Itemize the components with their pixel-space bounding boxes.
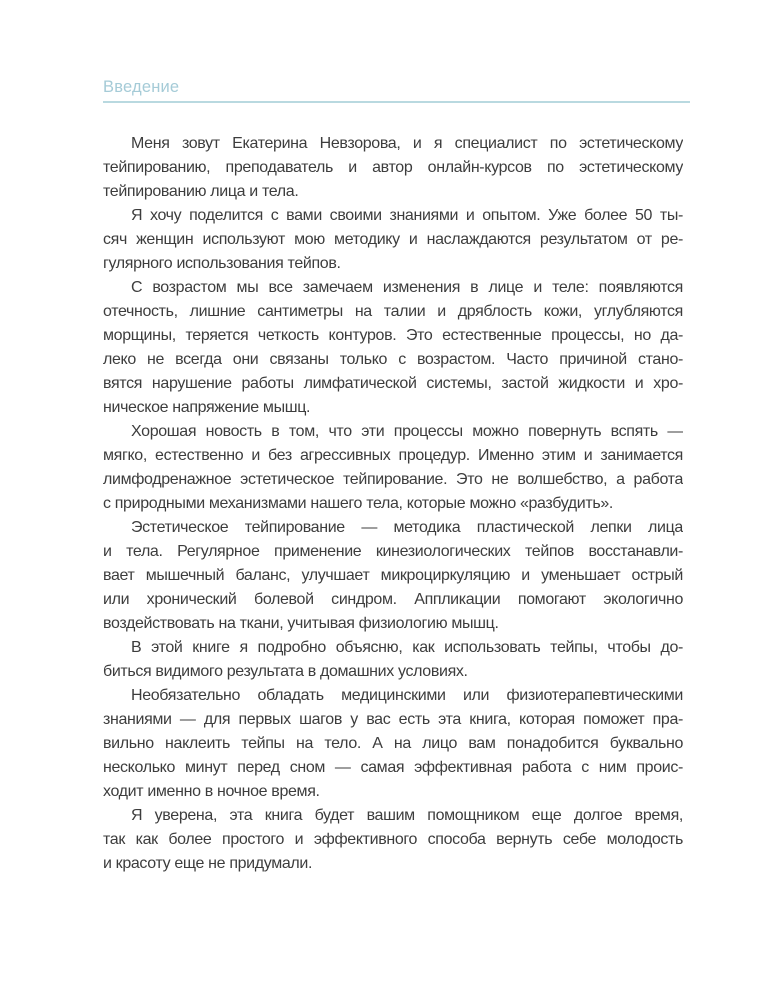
text-line: знаниями — для первых шагов у вас есть эта книга, которая поможет пра- — [103, 711, 683, 728]
text-line: или хронический болевой синдром. Аппликации помогают экологично — [103, 591, 683, 608]
text-line: Хорошая новость в том, что эти процессы можно повернуть вспять — — [131, 423, 683, 440]
text-line: так как более простого и эффективного способа вернуть себе молодость — [103, 831, 683, 848]
text-line: сяч женщин используют мою методику и наслаждаются результатом от ре- — [103, 231, 683, 248]
text-line: и тела. Регулярное применение кинезиологических тейпов восстанавли- — [103, 543, 683, 560]
body-text — [103, 132, 683, 876]
text-line: отечность, лишние сантиметры на талии и дряблость кожи, углубляются — [103, 303, 683, 320]
text-line: тейпированию, преподаватель и автор онлайн-курсов по эстетическому — [103, 159, 683, 176]
text-line: и красоту еще не придумали. — [103, 855, 313, 872]
text-line: вильно наклеить тейпы на тело. А на лицо вам понадобится буквально — [103, 735, 683, 752]
text-line: несколько минут перед сном — самая эффективная работа с ним проис- — [103, 759, 683, 776]
text-line: Эстетическое тейпирование — методика пластической лепки лица — [131, 519, 683, 536]
text-line: морщины, теряется четкость контуров. Это естественные процессы, но да- — [103, 327, 683, 344]
paragraph — [103, 204, 683, 276]
text-line: С возрастом мы все замечаем изменения в лице и теле: появляются — [131, 279, 683, 296]
text-line: В этой книге я подробно объясню, как использовать тейпы, чтобы до- — [131, 639, 683, 656]
paragraph — [103, 132, 683, 204]
text-line: воздействовать на ткани, учитывая физиологию мышц. — [103, 615, 499, 632]
text-line: ходит именно в ночное время. — [103, 783, 320, 800]
paragraph — [103, 276, 683, 420]
text-line: Я хочу поделится с вами своими знаниями и опытом. Уже более 50 ты- — [131, 207, 683, 224]
text-line: Меня зовут Екатерина Невзорова, и я специалист по эстетическому — [131, 135, 683, 152]
paragraph — [103, 684, 683, 804]
chapter-title: Введение — [103, 78, 180, 96]
paragraph — [103, 636, 683, 684]
page-content — [103, 78, 683, 876]
text-line: вятся нарушение работы лимфатической системы, застой жидкости и хро- — [103, 375, 683, 392]
text-line: вает мышечный баланс, улучшает микроциркуляцию и уменьшает острый — [103, 567, 683, 584]
text-line: лимфодренажное эстетическое тейпирование. Это не волшебство, а работа — [103, 471, 683, 488]
text-line: гулярного использования тейпов. — [103, 255, 341, 272]
paragraph — [103, 804, 683, 876]
text-line: ническое напряжение мышц. — [103, 399, 311, 416]
text-line: тейпированию лица и тела. — [103, 183, 299, 200]
paragraph — [103, 420, 683, 516]
text-line: с природными механизмами нашего тела, которые можно «разбудить». — [103, 495, 613, 512]
text-line: Я уверена, эта книга будет вашим помощником еще долгое время, — [131, 807, 683, 824]
text-line: биться видимого результата в домашних условиях. — [103, 663, 468, 680]
text-line: леко не всегда они связаны только с возрастом. Часто причиной стано- — [103, 351, 683, 368]
paragraph — [103, 516, 683, 636]
text-line: мягко, естественно и без агрессивных процедур. Именно этим и занимается — [103, 447, 683, 464]
text-line: Необязательно обладать медицинскими или физиотерапевтическими — [131, 687, 683, 704]
header-rule — [103, 101, 690, 103]
